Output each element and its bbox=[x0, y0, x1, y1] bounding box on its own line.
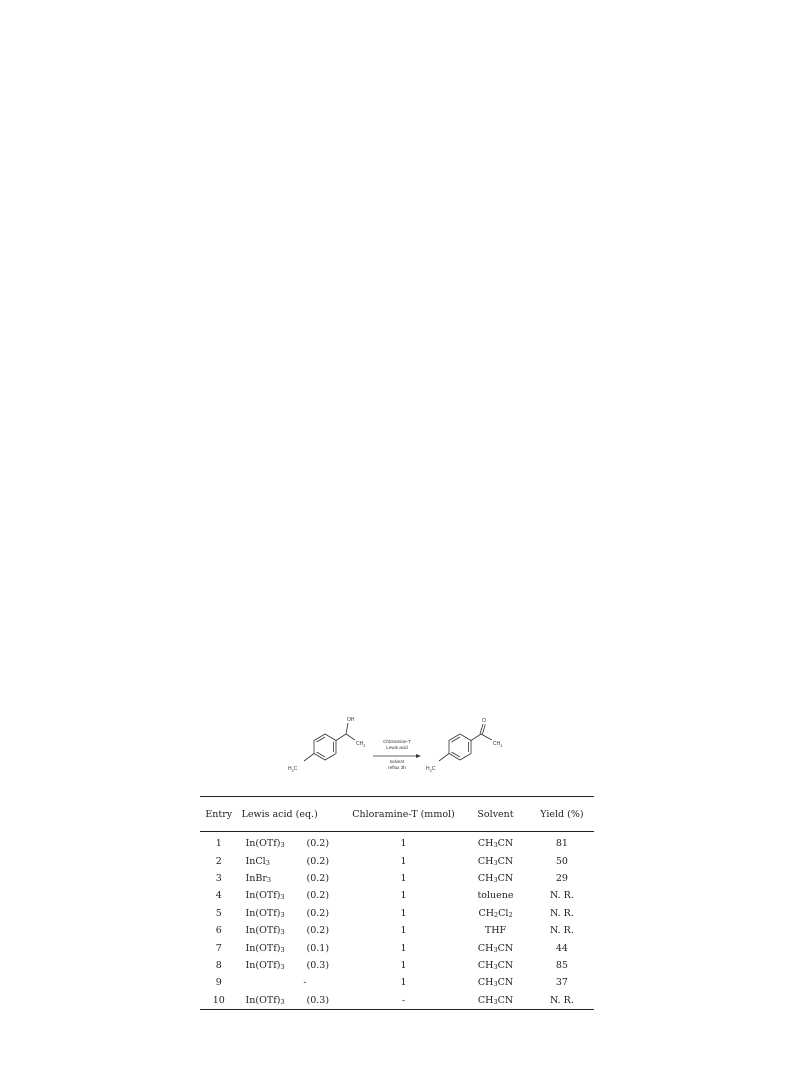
cell-equivalents: (0.1) bbox=[306, 942, 330, 954]
product-ch3-label: $CH_3$ bbox=[493, 741, 503, 748]
cell-lewis-acid: $In(OTf)_3$ bbox=[245, 907, 285, 919]
cell-equivalents: (0.2) bbox=[306, 872, 330, 884]
cell-equivalents: (0.3) bbox=[306, 959, 330, 971]
cell-equivalents: (0.2) bbox=[306, 855, 330, 867]
header-chloramine: Chloramine-T (mmol) bbox=[352, 808, 455, 820]
cell-entry: 7 bbox=[215, 942, 222, 954]
reaction-scheme bbox=[280, 712, 520, 778]
cell-chloramine: 1 bbox=[400, 959, 407, 971]
condition-line-1: solvent bbox=[389, 759, 405, 764]
cell-chloramine: 1 bbox=[400, 872, 407, 884]
cell-lewis-acid: - bbox=[303, 977, 307, 989]
header-entry: Entry bbox=[205, 808, 233, 820]
reactant-hydroxyl-label: OH bbox=[347, 717, 355, 723]
cell-equivalents: (0.3) bbox=[306, 994, 330, 1006]
cell-solvent: $CH_3CN$ bbox=[477, 855, 514, 867]
cell-entry: 5 bbox=[215, 907, 222, 919]
cell-solvent: $CH_3CN$ bbox=[477, 994, 514, 1006]
cell-chloramine: 1 bbox=[400, 942, 407, 954]
cell-entry: 1 bbox=[215, 838, 222, 850]
product-carbonyl-o-label: O bbox=[482, 718, 486, 724]
cell-chloramine: 1 bbox=[400, 855, 407, 867]
cell-entry: 3 bbox=[215, 872, 222, 884]
cell-lewis-acid: $In(OTf)_3$ bbox=[245, 890, 285, 902]
table-row bbox=[200, 992, 594, 1010]
cell-equivalents: (0.2) bbox=[306, 838, 330, 850]
table-row bbox=[200, 939, 594, 956]
cell-lewis-acid: InCl$_3$ bbox=[245, 855, 270, 867]
cell-solvent: $CH_3CN$ bbox=[477, 838, 514, 850]
cell-solvent: $CH_3CN$ bbox=[477, 959, 514, 971]
cell-equivalents: (0.2) bbox=[306, 925, 330, 937]
cell-solvent: toluene bbox=[477, 890, 514, 902]
product-benzene-ring bbox=[449, 734, 471, 760]
cell-solvent: $CH_3CN$ bbox=[477, 872, 514, 884]
cell-solvent: $CH_3CN$ bbox=[477, 977, 514, 989]
cell-entry: 8 bbox=[215, 959, 222, 971]
cell-chloramine: 1 bbox=[400, 890, 407, 902]
table-row bbox=[200, 870, 594, 887]
condition-line-2: reflux 3h bbox=[388, 765, 406, 770]
cell-yield: 85 bbox=[555, 959, 568, 971]
cell-chloramine: 1 bbox=[400, 977, 407, 989]
cell-yield: N. R. bbox=[549, 890, 574, 902]
cell-solvent: $CH_3CN$ bbox=[477, 942, 514, 954]
header-lewis-acid: Lewis acid (eq.) bbox=[241, 808, 318, 820]
table-header-row bbox=[200, 797, 594, 832]
cell-equivalents: (0.2) bbox=[306, 907, 330, 919]
product-methyl-label: $H_3C$ bbox=[426, 766, 436, 773]
cell-lewis-acid: $In(OTf)_3$ bbox=[245, 838, 285, 850]
cell-equivalents bbox=[307, 974, 346, 991]
table-body bbox=[200, 832, 594, 1010]
cell-yield: N. R. bbox=[549, 925, 574, 937]
table-row bbox=[200, 905, 594, 922]
cell-chloramine: 1 bbox=[400, 838, 407, 850]
cell-entry: 2 bbox=[215, 855, 222, 867]
cell-yield: N. R. bbox=[549, 994, 574, 1006]
cell-lewis-acid: $In(OTf)_3$ bbox=[245, 994, 285, 1006]
cell-yield: 29 bbox=[555, 872, 568, 884]
cell-yield: 81 bbox=[555, 838, 568, 850]
cell-yield: N. R. bbox=[549, 907, 574, 919]
cell-yield: 37 bbox=[555, 977, 568, 989]
reagent-line-1: Chloramine-T bbox=[383, 739, 411, 744]
header-solvent: Solvent bbox=[477, 808, 514, 820]
reactant-ch3-label: $CH_3$ bbox=[356, 741, 366, 748]
cell-lewis-acid: $In(OTf)_3$ bbox=[245, 959, 285, 971]
cell-lewis-acid: InBr$_3$ bbox=[245, 872, 272, 884]
cell-entry: 10 bbox=[212, 994, 225, 1006]
reaction-scheme-drawing bbox=[280, 712, 520, 778]
reactant-methyl-label: $H_3C$ bbox=[288, 766, 298, 773]
reactant-benzene-ring bbox=[314, 734, 336, 760]
cell-yield: 50 bbox=[555, 855, 568, 867]
table-row bbox=[200, 974, 594, 991]
table-row bbox=[200, 832, 594, 853]
cell-chloramine: 1 bbox=[400, 907, 407, 919]
optimization-table bbox=[200, 796, 594, 1010]
cell-entry: 4 bbox=[215, 890, 222, 902]
table-row bbox=[200, 957, 594, 974]
results-table bbox=[200, 796, 594, 1010]
cell-chloramine: - bbox=[401, 994, 406, 1006]
cell-entry: 9 bbox=[215, 977, 222, 989]
cell-lewis-acid: $In(OTf)_3$ bbox=[245, 942, 285, 954]
table-row bbox=[200, 887, 594, 904]
cell-solvent: $CH_2Cl_2$ bbox=[478, 907, 513, 919]
cell-yield: 44 bbox=[555, 942, 568, 954]
table-row bbox=[200, 852, 594, 869]
cell-entry: 6 bbox=[215, 925, 222, 937]
cell-lewis-acid: $In(OTf)_3$ bbox=[245, 925, 285, 937]
header-yield: Yield (%) bbox=[540, 808, 584, 820]
cell-solvent: THF bbox=[484, 925, 507, 937]
cell-chloramine: 1 bbox=[400, 925, 407, 937]
reagent-line-2: Lewis acid bbox=[386, 745, 408, 750]
table-row bbox=[200, 922, 594, 939]
cell-equivalents: (0.2) bbox=[306, 890, 330, 902]
